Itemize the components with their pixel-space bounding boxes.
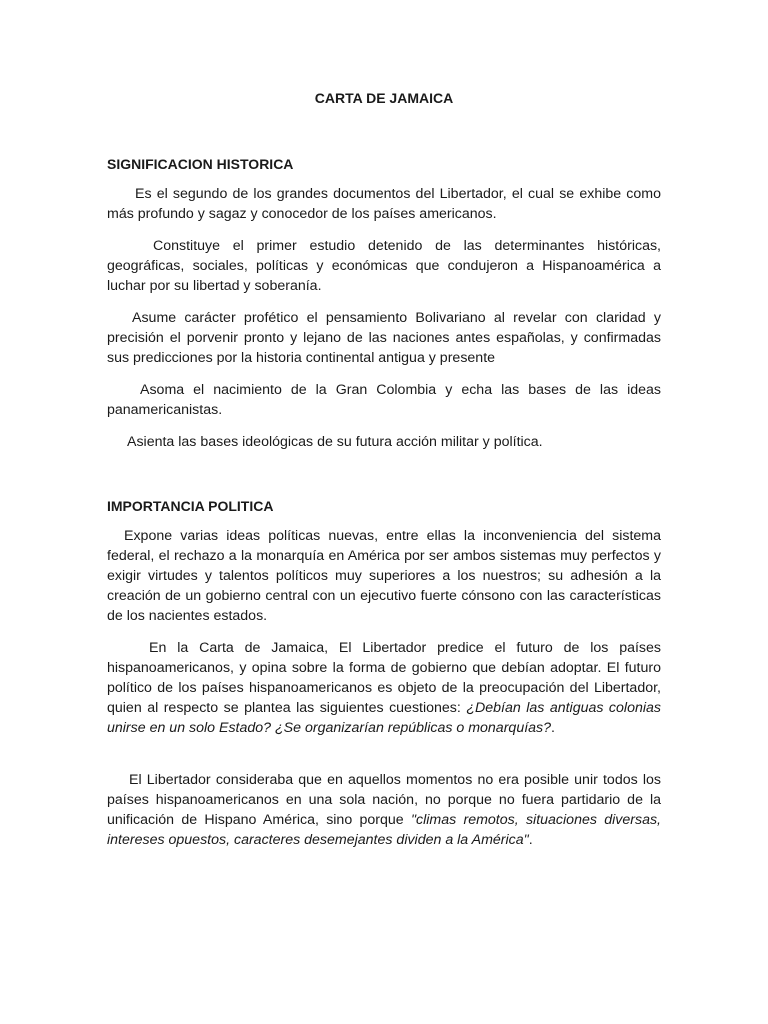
- document-body: [107, 88, 661, 862]
- paragraph: Expone varias ideas políticas nuevas, entre ellas la inconveniencia del sistema federal, el rechazo a la monarquía en América por ser ambos sistemas muy perfectos y exigir virtudes y talentos políticos muy superiores a los nuestros; su adhesión a la creación de un gobierno central con un ejecutivo fuerte cónsono con las características de los nacientes estados.: [107, 528, 661, 624]
- paragraph: Constituye el primer estudio detenido de las determinantes históricas, geográficas, sociales, políticas y económicas que condujeron a Hispanoamérica a luchar por su libertad y soberanía.: [107, 238, 661, 294]
- italic-quote: "climas remotos, situaciones diversas, intereses opuestos, caracteres desemejantes dividen a la América": [107, 812, 661, 848]
- section-heading-importancia: IMPORTANCIA POLITICA: [107, 498, 274, 514]
- paragraph: Asume carácter profético el pensamiento Bolivariano al revelar con claridad y precisión el porvenir pronto y lejano de las naciones antes españolas, y confirmadas sus predicciones por la historia continental antigua y presente: [107, 310, 661, 366]
- spacer: [107, 750, 661, 770]
- paragraph-with-quote: [107, 770, 661, 850]
- paragraph-text: El Libertador consideraba que en aquellos momentos no era posible unir todos los países hispanoamericanos en una sola nación, no porque no fuera partidario de la unificación de Hispano América, sino porque: [107, 772, 661, 828]
- paragraph: Asienta las bases ideológicas de su futura acción militar y política.: [127, 434, 543, 450]
- section-heading-significacion: SIGNIFICACION HISTORICA: [107, 156, 294, 172]
- italic-questions: ¿Debían las antiguas colonias unirse en un solo Estado? ¿Se organizarían repúblicas o monarquías?: [107, 700, 661, 736]
- paragraph: Es el segundo de los grandes documentos del Libertador, el cual se exhibe como más profundo y sagaz y conocedor de los países americanos.: [107, 186, 661, 222]
- document-title: CARTA DE JAMAICA: [314, 90, 454, 106]
- paragraph-end: .: [551, 720, 555, 736]
- paragraph-text: En la Carta de Jamaica, El Libertador predice el futuro de los países hispanoamericanos, y opina sobre la forma de gobierno que debían adoptar. El futuro político de los países hispanoamericanos es objeto de la preocupación del Libertador, quien al respecto se plantea las siguientes cuestiones:: [107, 640, 661, 716]
- paragraph-end: .: [528, 832, 533, 848]
- paragraph-with-questions: [107, 638, 661, 738]
- paragraph: Asoma el nacimiento de la Gran Colombia y echa las bases de las ideas panamericanistas.: [107, 382, 661, 418]
